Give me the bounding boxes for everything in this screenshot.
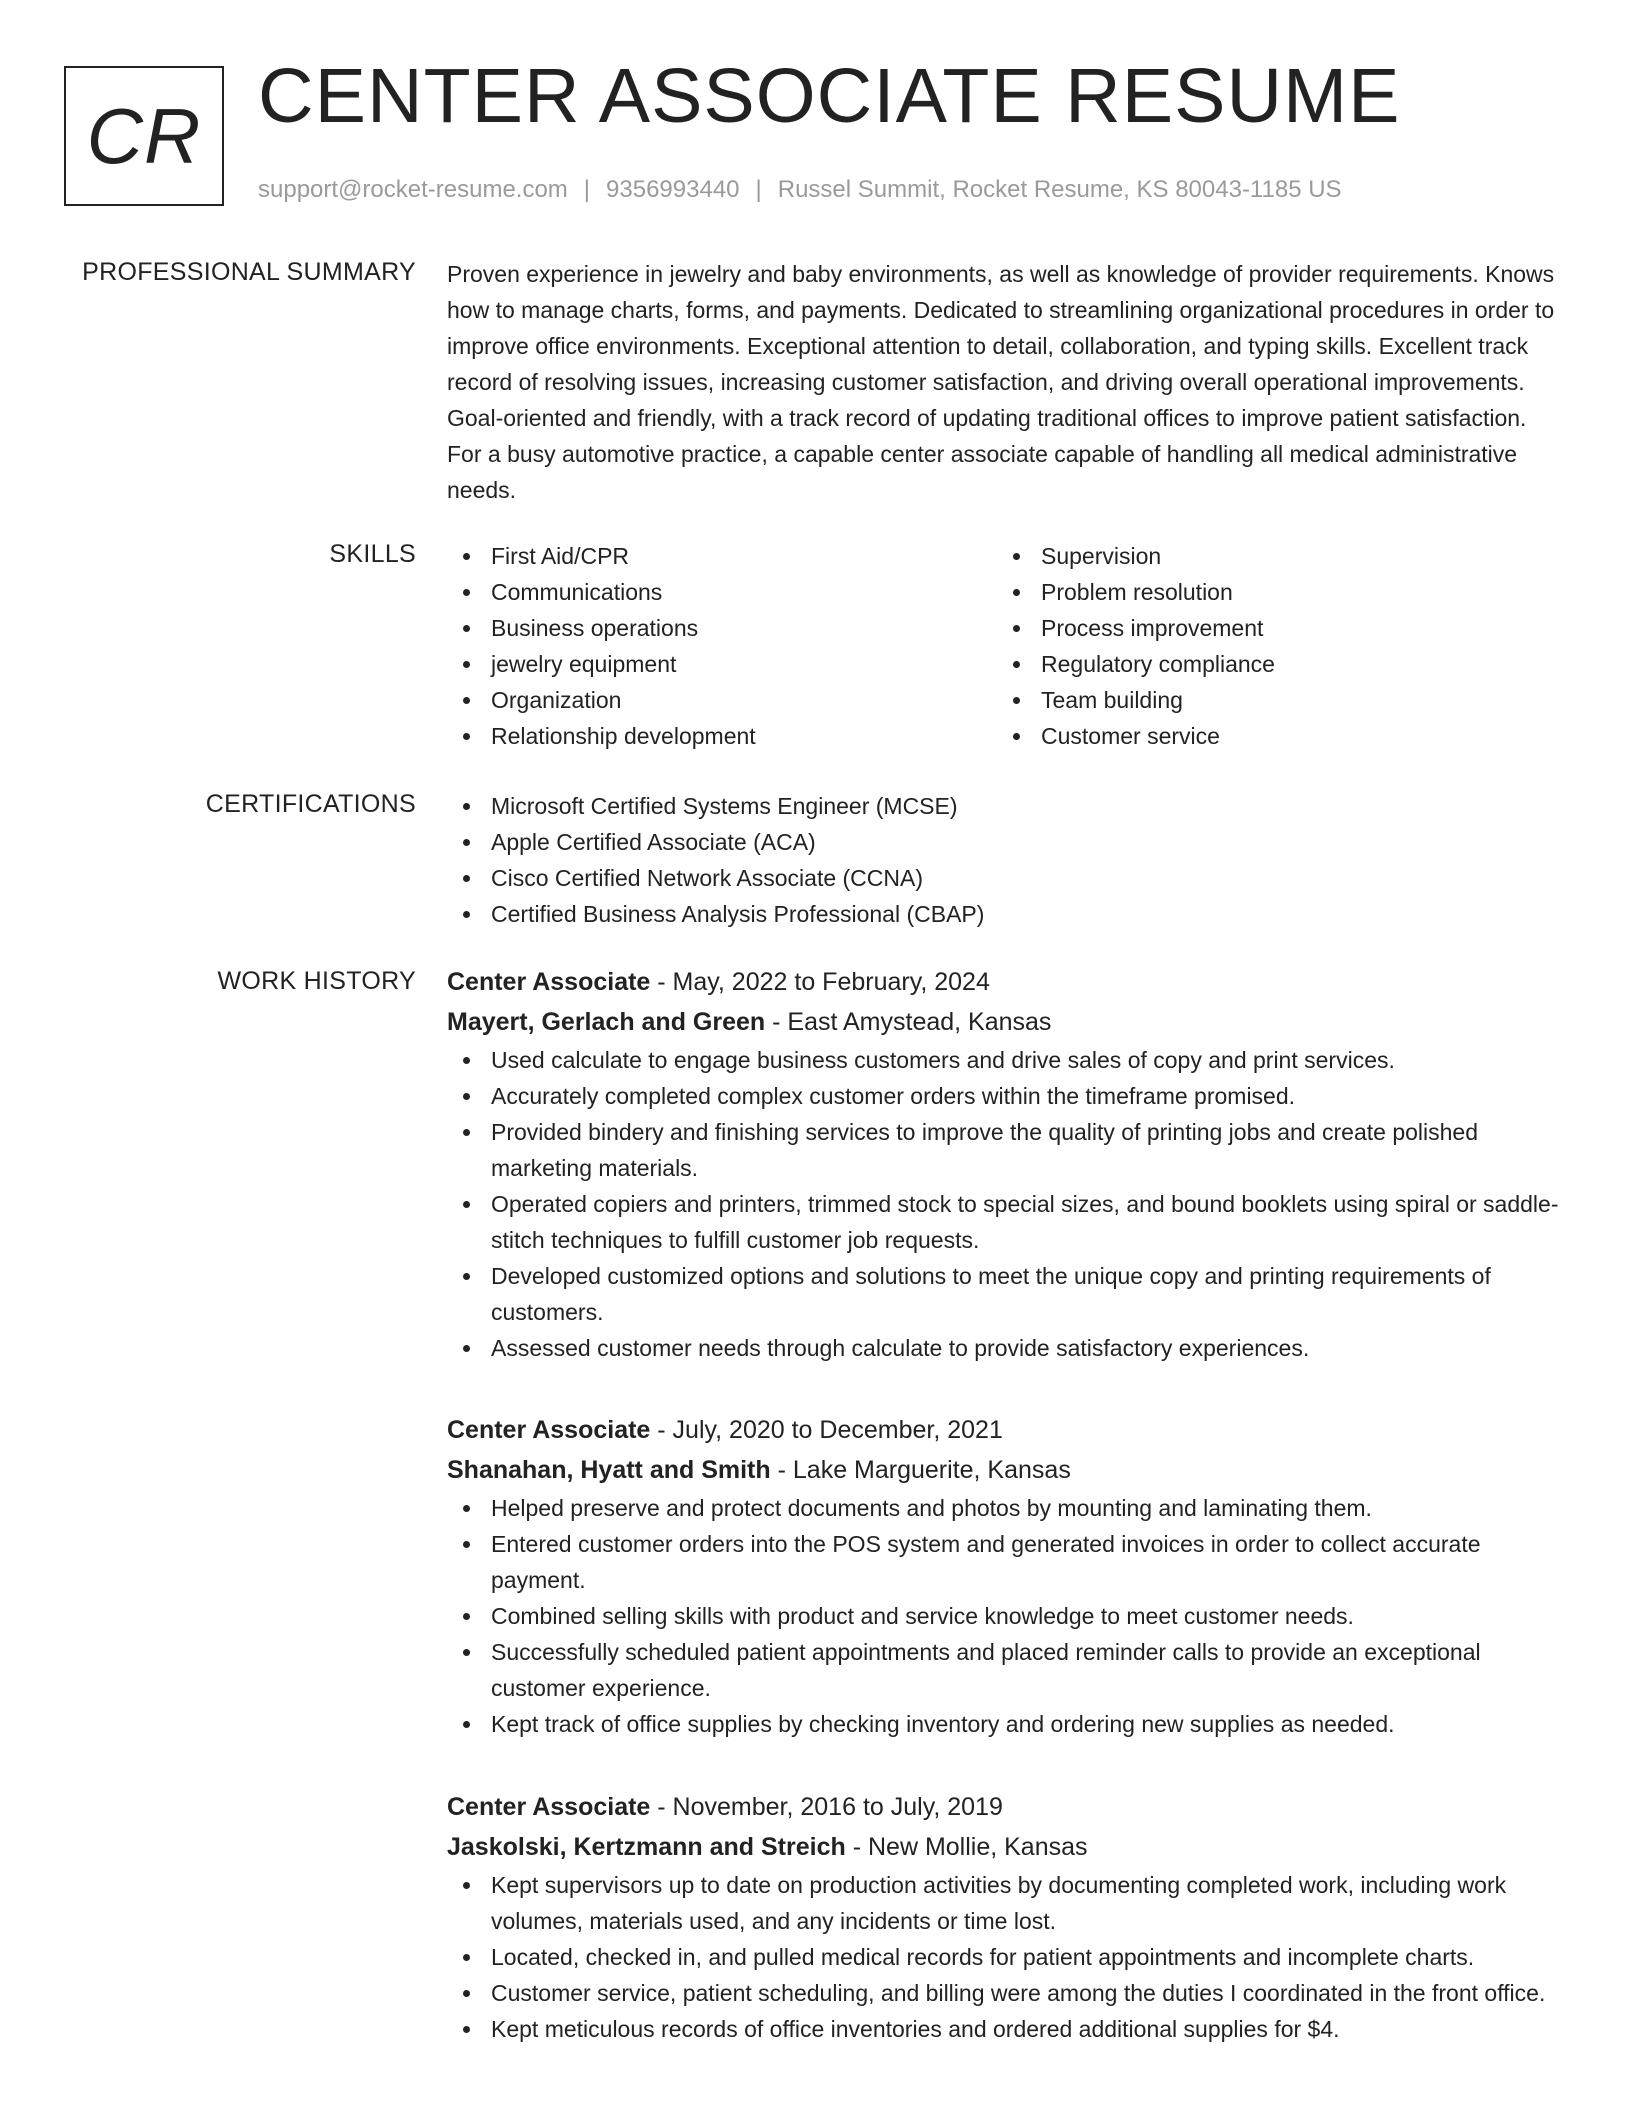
job-location: - New Mollie, Kansas xyxy=(845,1833,1088,1861)
job-duty-item: Helped preserve and protect documents and photos by mounting and laminating them. xyxy=(447,1490,1567,1526)
skills-list-right xyxy=(997,538,1547,754)
contact-email[interactable]: support@rocket-resume.com xyxy=(258,176,568,203)
job-duty-item: Developed customized options and solutions to meet the unique copy and printing requirements of customers. xyxy=(447,1258,1567,1330)
job-duty-item: Customer service, patient scheduling, and billing were among the duties I coordinated in the front office. xyxy=(447,1975,1567,2011)
job-title-line xyxy=(447,1787,1567,1827)
job-duty-item: Kept supervisors up to date on production activities by documenting completed work, including work volumes, materials used, and any incidents or time lost. xyxy=(447,1867,1567,1939)
certification-item: Apple Certified Associate (ACA) xyxy=(447,824,1567,860)
summary-text: Proven experience in jewelry and baby environments, as well as knowledge of provider requirements. Knows how to manage charts, forms, and payments. Dedicated to streamlining organizational procedures in order to improve office environments. Exceptional attention to detail, collaboration, and typing skills. Excellent track record of resolving issues, increasing customer satisfaction, and driving overall operational improvements. Goal-oriented and friendly, with a track record of updating traditional offices to improve patient satisfaction. For a busy automotive practice, a capable center associate capable of handling all medical administrative needs. xyxy=(447,261,1555,503)
job-duty-item: Entered customer orders into the POS system and generated invoices in order to collect accurate payment. xyxy=(447,1526,1567,1598)
job-duty-item: Kept meticulous records of office inventories and ordered additional supplies for $4. xyxy=(447,2011,1567,2047)
summary-heading: PROFESSIONAL SUMMARY xyxy=(82,258,416,286)
skill-item: Business operations xyxy=(447,610,997,646)
skill-item: Problem resolution xyxy=(997,574,1547,610)
job-dates: - November, 2016 to July, 2019 xyxy=(650,1793,1003,1821)
skill-item: jewelry equipment xyxy=(447,646,997,682)
contact-line xyxy=(258,176,1342,204)
job-duties-list xyxy=(447,1867,1567,2047)
skill-item: Team building xyxy=(997,682,1547,718)
job-title-line xyxy=(447,1410,1567,1450)
job-duties-list xyxy=(447,1042,1567,1366)
job-duties-list xyxy=(447,1490,1567,1742)
work-history-heading: WORK HISTORY xyxy=(217,967,416,995)
job-location: - East Amystead, Kansas xyxy=(765,1008,1052,1036)
skills-section xyxy=(447,538,1567,754)
job-dates: - May, 2022 to February, 2024 xyxy=(650,968,990,996)
job-company-line xyxy=(447,1450,1567,1490)
job-duty-item: Provided bindery and finishing services to improve the quality of printing jobs and create polished marketing materials. xyxy=(447,1114,1567,1186)
job-entry xyxy=(447,1787,1567,2047)
skill-item: Process improvement xyxy=(997,610,1547,646)
skill-item: Customer service xyxy=(997,718,1547,754)
skills-heading: SKILLS xyxy=(329,540,416,568)
job-company-line xyxy=(447,1002,1567,1042)
job-duty-item: Kept track of office supplies by checking inventory and ordering new supplies as needed. xyxy=(447,1706,1567,1742)
certifications-heading: CERTIFICATIONS xyxy=(205,790,416,818)
job-dates: - July, 2020 to December, 2021 xyxy=(650,1416,1003,1444)
page-title: CENTER ASSOCIATE RESUME xyxy=(258,53,1401,139)
certification-item: Cisco Certified Network Associate (CCNA) xyxy=(447,860,1567,896)
job-company: Jaskolski, Kertzmann and Streich xyxy=(447,1833,846,1861)
skill-item: Communications xyxy=(447,574,997,610)
contact-separator: | xyxy=(583,176,591,203)
job-duty-item: Located, checked in, and pulled medical records for patient appointments and incomplete charts. xyxy=(447,1939,1567,1975)
skill-item: Supervision xyxy=(997,538,1547,574)
job-title-line xyxy=(447,962,1567,1002)
contact-phone[interactable]: 9356993440 xyxy=(606,176,740,203)
job-duty-item: Accurately completed complex customer orders within the timeframe promised. xyxy=(447,1078,1567,1114)
certification-item: Certified Business Analysis Professional (CBAP) xyxy=(447,896,1567,932)
job-duty-item: Used calculate to engage business customers and drive sales of copy and print services. xyxy=(447,1042,1567,1078)
skill-item: Relationship development xyxy=(447,718,997,754)
job-entry xyxy=(447,1410,1567,1742)
skill-item: First Aid/CPR xyxy=(447,538,997,574)
job-title: Center Associate xyxy=(447,1416,651,1444)
job-duty-item: Assessed customer needs through calculate to provide satisfactory experiences. xyxy=(447,1330,1567,1366)
job-duty-item: Successfully scheduled patient appointments and placed reminder calls to provide an exceptional customer experience. xyxy=(447,1634,1567,1706)
certifications-section xyxy=(447,788,1567,932)
skills-list-left xyxy=(447,538,997,754)
contact-address: Russel Summit, Rocket Resume, KS 80043-1185 US xyxy=(777,176,1342,203)
job-title: Center Associate xyxy=(447,1793,651,1821)
job-company-line xyxy=(447,1827,1567,1867)
job-entry xyxy=(447,962,1567,1366)
job-title: Center Associate xyxy=(447,968,651,996)
job-duty-item: Combined selling skills with product and service knowledge to meet customer needs. xyxy=(447,1598,1567,1634)
job-location: - Lake Marguerite, Kansas xyxy=(770,1456,1071,1484)
job-company: Shanahan, Hyatt and Smith xyxy=(447,1456,771,1484)
contact-separator: | xyxy=(755,176,762,203)
job-duty-item: Operated copiers and printers, trimmed stock to special sizes, and bound booklets using spiral or saddle-stitch techniques to fulfill customer job requests. xyxy=(447,1186,1567,1258)
certification-item: Microsoft Certified Systems Engineer (MCSE) xyxy=(447,788,1567,824)
skill-item: Regulatory compliance xyxy=(997,646,1547,682)
job-company: Mayert, Gerlach and Green xyxy=(447,1008,766,1036)
skill-item: Organization xyxy=(447,682,997,718)
certifications-list xyxy=(447,788,1567,932)
monogram-logo: CR xyxy=(64,66,224,206)
